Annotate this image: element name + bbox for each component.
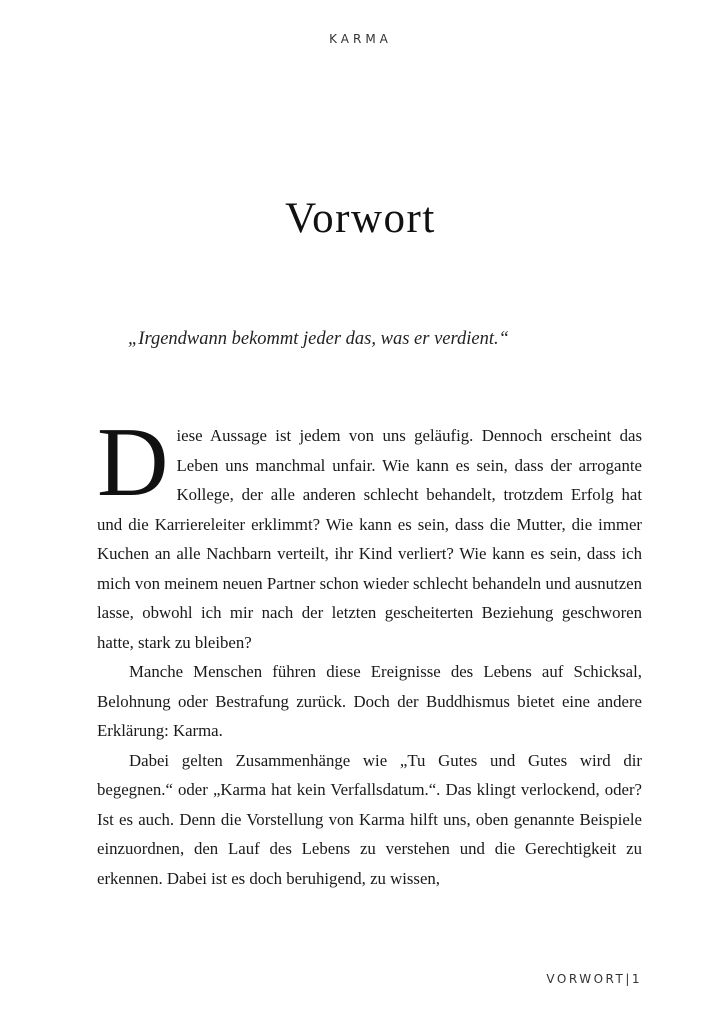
chapter-title: Vorwort (285, 195, 436, 242)
drop-cap: D (97, 408, 169, 517)
running-head: KARMA (329, 32, 392, 46)
epigraph-quote: „Irgendwann bekommt jeder das, was er verdient.“ (128, 329, 509, 349)
paragraph-1-text: iese Aussage ist jedem von uns geläufig. Dennoch erscheint das Leben uns manchmal unfair. Wie kann es sein, dass der arrogante Kollege, der alle anderen schlecht behandelt, trotzdem Erfolg hat und die Karriereleiter erklimmt? Wie kann es sein, dass die Mutter, die immer Kuchen an alle Nachbarn verteilt, ihr Kind verliert? Wie kann es sein, dass ich mich von meinem neuen Partner schon wieder schlecht behandeln und ausnutzen lasse, obwohl ich mir nach der letzten gescheiterten Beziehung geschworen hatte, stark zu bleiben? (97, 426, 642, 652)
page-folio: VORWORT|1 (546, 972, 642, 986)
body-text (97, 408, 642, 893)
paragraph-2: Manche Menschen führen diese Ereignisse des Lebens auf Schicksal, Belohnung oder Bestrafung zurück. Doch der Buddhismus bietet eine andere Erklärung: Karma. (97, 662, 642, 740)
paragraph-3: Dabei gelten Zusammenhänge wie „Tu Gutes und Gutes wird dir begegnen.“ oder „Karma hat kein Verfallsdatum.“. Das klingt verlockend, oder? Ist es auch. Denn die Vorstellung von Karma hilft uns, oben genannte Beispiele einzuordnen, den Lauf des Lebens zu verstehen und die Gerechtigkeit zu erkennen. Dabei ist es doch beruhigend, zu wissen, (97, 750, 642, 888)
paragraph-1 (97, 408, 642, 657)
